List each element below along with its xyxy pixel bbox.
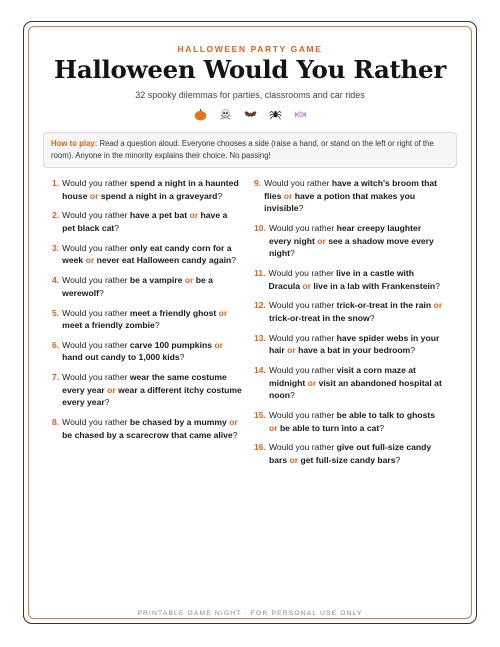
question-item xyxy=(52,307,242,332)
question-item xyxy=(254,299,444,324)
question-item xyxy=(254,267,444,292)
question-item xyxy=(254,441,444,466)
question-number: 9. xyxy=(254,178,262,188)
question-prefix: Would you rather xyxy=(62,372,130,383)
question-item xyxy=(52,371,242,409)
option-a: spend a night in a haunted house xyxy=(62,178,239,201)
question-end: ? xyxy=(410,345,416,356)
page-frame xyxy=(23,21,477,624)
questions-left-column xyxy=(52,177,242,449)
question-text xyxy=(62,416,242,441)
question-end: ? xyxy=(379,422,385,433)
or-word: or xyxy=(307,377,317,388)
question-item xyxy=(52,274,242,299)
or-word: or xyxy=(268,422,278,433)
option-b: get full-size candy bars xyxy=(300,455,396,465)
question-prefix: Would you rather xyxy=(268,365,337,376)
option-b: have a pet black cat xyxy=(62,210,228,233)
question-item xyxy=(254,364,444,402)
question-text xyxy=(62,371,242,409)
or-word: or xyxy=(184,275,194,286)
question-end: ? xyxy=(369,312,375,323)
spider-icon xyxy=(269,108,282,121)
question-text xyxy=(268,267,444,292)
option-b: have a bat in your bedroom xyxy=(298,345,411,356)
question-text xyxy=(62,307,242,332)
how-to-play-label: How to play: xyxy=(51,139,98,148)
question-number: 4. xyxy=(52,275,60,286)
question-item xyxy=(52,209,242,234)
question-number: 1. xyxy=(52,178,60,188)
option-b: be able to turn into a cat xyxy=(279,422,380,433)
question-number: 10. xyxy=(254,222,266,233)
or-word: or xyxy=(189,210,199,221)
question-prefix: Would you rather xyxy=(264,178,332,188)
question-end: ? xyxy=(217,190,223,201)
option-a: hear creepy laughter every night xyxy=(268,222,422,246)
footer: PRINTABLE GAME NIGHT · FOR PERSONAL USE ONLY xyxy=(137,610,363,617)
question-number: 3. xyxy=(52,242,60,253)
option-b: meet a friendly zombie xyxy=(62,320,155,331)
question-item xyxy=(254,332,444,357)
question-prefix: Would you rather xyxy=(268,410,337,421)
option-b: hand out candy to 1,000 kids xyxy=(62,352,180,363)
question-prefix: Would you rather xyxy=(62,417,130,428)
option-a: give out full-size candy bars xyxy=(268,442,432,465)
question-number: 6. xyxy=(52,339,60,350)
option-a: carve 100 pumpkins xyxy=(129,339,213,350)
option-b: wear a different itchy costume every year xyxy=(62,384,242,408)
question-text xyxy=(269,441,444,466)
question-item xyxy=(254,409,444,434)
option-a: have spider webs in your hair xyxy=(268,332,440,356)
bat-icon xyxy=(244,108,257,121)
icon-row xyxy=(24,108,476,121)
question-prefix: Would you rather xyxy=(268,267,337,278)
page-title: Halloween Would You Rather xyxy=(54,55,446,84)
option-a: meet a friendly ghost xyxy=(129,307,217,318)
question-text xyxy=(62,177,242,202)
or-word: or xyxy=(107,384,116,395)
page-subtitle: 32 spooky dilemmas for parties, classrooms and car rides xyxy=(135,90,365,100)
option-a: wear the same costume every year xyxy=(62,372,227,395)
question-prefix: Would you rather xyxy=(268,442,337,453)
pumpkin-icon xyxy=(194,108,207,121)
question-text xyxy=(269,409,444,434)
question-prefix: Would you rather xyxy=(268,332,337,343)
option-a: have a witch's broom that flies xyxy=(264,178,438,201)
option-a: be able to talk to ghosts xyxy=(336,410,435,421)
or-word: or xyxy=(85,255,95,266)
or-word: or xyxy=(89,190,99,201)
question-number: 12. xyxy=(254,300,266,311)
or-word: or xyxy=(287,345,296,356)
option-b: visit an abandoned hospital at noon xyxy=(268,377,442,401)
question-end: ? xyxy=(232,429,238,440)
question-number: 5. xyxy=(52,307,60,318)
question-item xyxy=(254,222,444,260)
question-number: 7. xyxy=(52,372,60,383)
question-text xyxy=(62,209,242,234)
question-text xyxy=(62,242,242,267)
option-a: only eat candy corn for a week xyxy=(62,242,232,266)
question-prefix: Would you rather xyxy=(268,300,337,311)
or-word: or xyxy=(433,300,443,311)
option-a: be chased by a mummy xyxy=(129,417,227,428)
question-item xyxy=(52,339,242,364)
question-prefix: Would you rather xyxy=(62,242,130,253)
question-number: 14. xyxy=(254,365,266,376)
kicker: HALLOWEEN PARTY GAME xyxy=(177,44,323,54)
question-end: ? xyxy=(289,248,295,259)
option-a: have a pet bat xyxy=(129,210,188,221)
question-number: 15. xyxy=(254,410,266,421)
candy-icon xyxy=(294,108,307,121)
option-b: see a shadow move every night xyxy=(268,235,434,259)
question-end: ? xyxy=(154,320,160,331)
question-text xyxy=(264,177,444,215)
how-to-play-box xyxy=(43,132,457,168)
question-end: ? xyxy=(231,255,237,266)
question-prefix: Would you rather xyxy=(268,222,337,233)
option-b: live in a lab with Frankenstein xyxy=(313,280,436,291)
question-text xyxy=(62,274,242,299)
question-item xyxy=(52,177,242,202)
question-item xyxy=(254,177,444,215)
question-number: 13. xyxy=(254,332,266,343)
question-text xyxy=(62,339,242,364)
option-b: trick-or-treat in the snow xyxy=(268,312,370,323)
option-b: spend a night in a graveyard xyxy=(100,190,218,201)
question-end: ? xyxy=(98,287,104,298)
questions-right-column xyxy=(254,177,444,474)
question-prefix: Would you rather xyxy=(62,275,130,286)
question-number: 2. xyxy=(52,210,60,221)
question-end: ? xyxy=(114,222,120,233)
question-prefix: Would you rather xyxy=(62,210,130,221)
or-word: or xyxy=(229,417,238,428)
question-item xyxy=(52,242,242,267)
option-b: never eat Halloween candy again xyxy=(96,255,232,266)
skull-crossbones-icon xyxy=(219,108,232,121)
question-text xyxy=(269,299,444,324)
how-to-play-text: Read a question aloud. Everyone chooses a side (raise a hand, or stand on the left or right of the room). Anyone in the minority explains their choice. No passing! xyxy=(51,139,434,160)
or-word: or xyxy=(283,190,293,201)
option-a: live in a castle with Dracula xyxy=(268,267,415,291)
question-end: ? xyxy=(104,397,110,408)
question-end: ? xyxy=(298,203,304,214)
option-a: be a vampire xyxy=(129,275,183,286)
or-word: or xyxy=(214,339,223,350)
question-prefix: Would you rather xyxy=(62,339,130,350)
question-number: 16. xyxy=(254,442,266,453)
question-number: 11. xyxy=(254,267,266,278)
option-a: visit a corn maze at midnight xyxy=(268,365,416,388)
or-word: or xyxy=(289,455,299,465)
question-text xyxy=(269,222,444,260)
option-b: be chased by a scarecrow that came alive xyxy=(62,429,233,440)
question-end: ? xyxy=(435,280,440,291)
or-word: or xyxy=(317,235,326,246)
question-prefix: Would you rather xyxy=(62,178,130,188)
question-end: ? xyxy=(289,390,295,401)
question-number: 8. xyxy=(52,417,60,428)
option-b: be a werewolf xyxy=(62,275,213,298)
question-end: ? xyxy=(179,352,185,363)
question-text xyxy=(269,332,444,357)
question-text xyxy=(269,364,444,402)
option-b: have a potion that makes you invisible xyxy=(264,190,416,214)
or-word: or xyxy=(302,280,311,291)
question-end: ? xyxy=(395,455,401,465)
question-prefix: Would you rather xyxy=(62,307,130,318)
question-item xyxy=(52,416,242,441)
or-word: or xyxy=(218,307,228,318)
option-a: trick-or-treat in the rain xyxy=(336,300,432,311)
